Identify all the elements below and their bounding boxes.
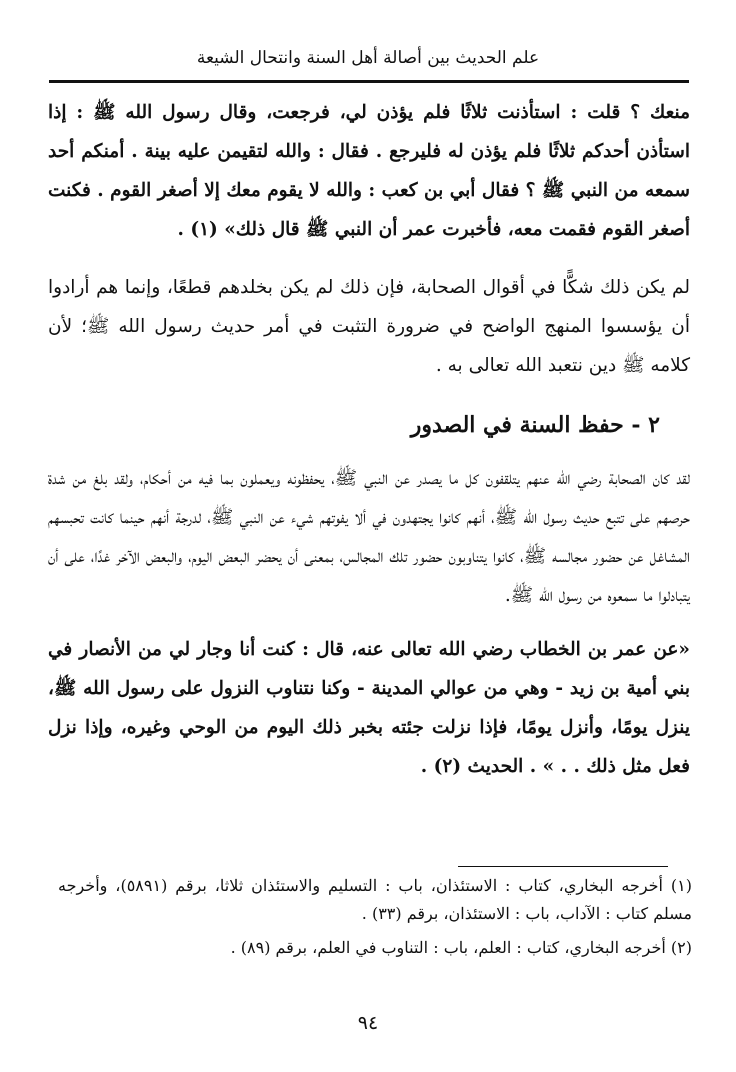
footnotes (58, 872, 692, 962)
footnote-rule (458, 866, 668, 867)
commentary-paragraph: لم يكن ذلك شكًّا في أقوال الصحابة، فإن ذلك لم يكن بخلدهم قطعًا، وإنما هم أرادوا أن يؤسسوا المنهج الواضح في ضرورة التثبت في أمر حديث رسول الله ﷺ؛ لأن كلامه ﷺ دين نتعبد الله تعالى به . (48, 277, 690, 376)
hadith-continuation-paragraph: منعك ؟ قلت : استأذنت ثلاثًا فلم يؤذن لي، فرجعت، وقال رسول الله ﷺ : إذا استأذن أحدكم ثلاثًا فلم يؤذن له فليرجع . فقال : والله لتقيمن عليه بينة . أمنكم أحد سمعه من النبي ﷺ ؟ فقال أبي بن كعب : والله لا يقوم معك إلا أصغر القوم . فكنت أصغر القوم فقمت معه، فأخبرت عمر أن النبي ﷺ قال ذلك» (١) . (48, 102, 690, 240)
running-header-title: علم الحديث بين أصالة أهل السنة وانتحال الشيعة (196, 48, 540, 68)
section-body-paragraph: لقد كان الصحابة رضي الله عنهم يتلقفون كل ما يصدر عن النبي ﷺ، يحفظونه ويعملون بما فيه من أحكام، ولقد بلغ من شدة حرصهم على تتبع حديث رسول الله ﷺ، أنهم كانوا يجتهدون في ألا يفوتهم شيء عن النبي ﷺ، لدرجة أنهم حينما كانت تحبسهم المشاغل عن حضور مجالسه ﷺ، كانوا يتناوبون حضور تلك المجالس، بمعنى أن يحضر البعض اليوم، والبعض الآخر غدًا، على أن يتبادلوا ما سمعوه من رسول الله ﷺ. (48, 468, 690, 606)
header-rule (49, 80, 689, 83)
main-text (48, 93, 690, 786)
footnote-1: (١) أخرجه البخاري، كتاب : الاستئذان، باب : التسليم والاستئذان ثلاثا، برقم (٥٨٩١)، وأخرجه مسلم كتاب : الآداب، باب : الاستئذان، برقم (٣٣) . (58, 876, 692, 923)
section-heading: ٢ - حفظ السنة في الصدور (410, 412, 660, 438)
footnote-2: (٢) أخرجه البخاري، كتاب : العلم، باب : التناوب في العلم، برقم (٨٩) . (230, 938, 692, 957)
page-number: ٩٤ (357, 1012, 379, 1034)
hadith-quote-paragraph: «عن عمر بن الخطاب رضي الله تعالى عنه، قال : كنت أنا وجار لي من الأنصار في بني أمية بن زيد - وهي من عوالي المدينة - وكنا نتناوب النزول على رسول الله ﷺ، ينزل يومًا، وأنزل يومًا، فإذا نزلت جئته بخبر ذلك اليوم من الوحي وغيره، وإذا نزل فعل مثل ذلك . . » . الحديث (٢) . (48, 639, 690, 777)
